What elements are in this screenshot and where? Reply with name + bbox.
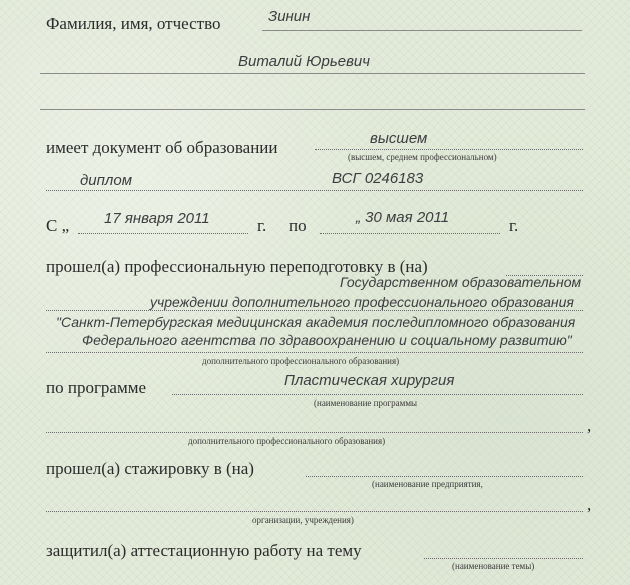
- internship-label: прошел(а) стажировку в (на): [46, 459, 254, 478]
- internship-hint: (наименование предприятия,: [372, 479, 483, 489]
- name-line-3: [40, 109, 585, 110]
- program-value: Пластическая хирургия: [284, 372, 455, 389]
- institution-hint: дополнительного профессионального образования): [202, 356, 400, 366]
- internship-hint-2: организации, учреждения): [252, 515, 354, 525]
- year-suffix-2: г.: [509, 216, 519, 235]
- program-hint: (наименование программы: [314, 398, 418, 408]
- year-suffix-1: г.: [257, 216, 267, 235]
- name-line-2: [40, 73, 585, 74]
- from-label: С „: [46, 216, 70, 235]
- thesis-line: [424, 558, 583, 559]
- education-level-value: высшем: [370, 130, 428, 147]
- institution-line-2: учреждении дополнительного профессионального образования: [150, 294, 574, 310]
- institution-line-3: "Санкт-Петербургская медицинская академия последипломного образования: [56, 314, 576, 330]
- internship-line: [306, 476, 583, 477]
- program-label: по программе: [46, 378, 147, 397]
- thesis-label: защитил(а) аттестационную работу на тему: [46, 541, 362, 560]
- to-label: по: [289, 216, 307, 235]
- program-line: [172, 394, 583, 395]
- internship-line-2: [46, 511, 583, 512]
- institution-dotline-1: [46, 310, 583, 311]
- thesis-hint: (наименование темы): [452, 561, 535, 571]
- retraining-label: прошел(а) профессиональную переподготовку в (на): [46, 257, 428, 276]
- education-label: имеет документ об образовании: [46, 138, 278, 157]
- institution-line-1: Государственном образовательном: [340, 274, 582, 290]
- name-label: Фамилия, имя, отчество: [46, 14, 221, 33]
- to-date-value: „ 30 мая 2011: [356, 209, 450, 226]
- from-date-line: [78, 233, 248, 234]
- internship-comma: ,: [587, 495, 592, 514]
- program-line-2: [46, 432, 583, 433]
- doc-type-value: диплом: [80, 172, 132, 189]
- from-date-value: 17 января 2011: [104, 210, 210, 227]
- institution-line-4: Федерального агентства по здравоохранению и социальному развитию": [82, 332, 572, 348]
- program-comma: ,: [587, 416, 592, 435]
- name-patronymic-value: Виталий Юрьевич: [238, 53, 371, 70]
- document-line: [46, 190, 583, 191]
- program-hint-2: дополнительного профессионального образования): [188, 436, 386, 446]
- education-hint: (высшем, среднем профессиональном): [348, 152, 497, 162]
- surname-value: Зинин: [268, 8, 311, 25]
- education-line: [315, 149, 583, 150]
- doc-number-value: ВСГ 0246183: [332, 170, 424, 187]
- institution-dotline-2: [46, 352, 583, 353]
- surname-line: [262, 30, 582, 31]
- to-date-line: [320, 233, 500, 234]
